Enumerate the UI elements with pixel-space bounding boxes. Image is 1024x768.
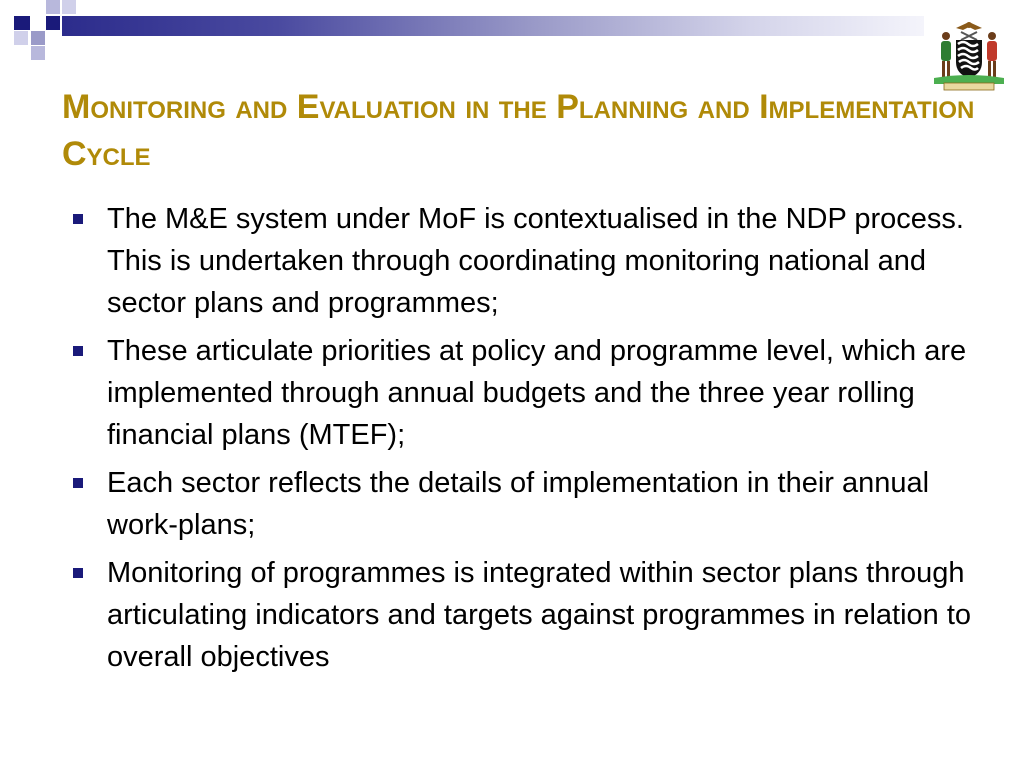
zambia-coat-of-arms-icon xyxy=(928,14,1010,92)
list-item xyxy=(70,552,975,678)
decor-square-light xyxy=(62,0,76,14)
square-bullet-icon xyxy=(73,568,83,578)
decor-square-light xyxy=(31,46,45,60)
decor-square-light xyxy=(14,31,28,45)
decor-square-light xyxy=(31,31,45,45)
bullet-text: These articulate priorities at policy and programme level, which are implemented through annual budgets and the three year rolling financial plans (MTEF); xyxy=(107,335,967,451)
square-bullet-icon xyxy=(73,478,83,488)
decor-square-dark xyxy=(14,16,30,30)
slide-title: Monitoring and Evaluation in the Planning and Implementation Cycle xyxy=(62,88,975,173)
list-item xyxy=(70,198,975,324)
list-item xyxy=(70,462,975,546)
bullet-text: Monitoring of programmes is integrated within sector plans through articulating indicators and targets against programmes in relation to overall objectives xyxy=(107,557,972,673)
decor-square-light xyxy=(46,0,60,14)
bullet-text: Each sector reflects the details of implementation in their annual work-plans; xyxy=(107,467,930,541)
bullet-text: The M&E system under MoF is contextualised in the NDP process. This is undertaken through coordinating monitoring national and sector plans and programmes; xyxy=(107,203,964,319)
list-item xyxy=(70,330,975,456)
decor-square-dark xyxy=(46,16,60,30)
square-bullet-icon xyxy=(73,346,83,356)
bullet-list xyxy=(70,198,975,684)
square-bullet-icon xyxy=(73,214,83,224)
header-gradient-bar xyxy=(62,16,924,36)
